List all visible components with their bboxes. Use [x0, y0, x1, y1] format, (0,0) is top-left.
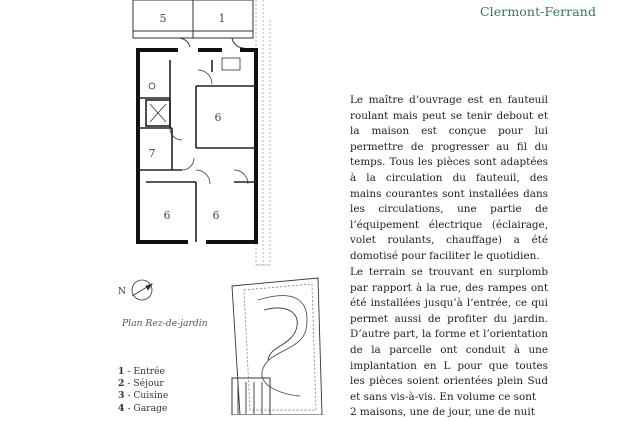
- room-number: 7: [148, 147, 156, 160]
- room-number: 6: [163, 209, 171, 222]
- room-number: 6: [212, 209, 220, 222]
- room-number: 5: [159, 12, 167, 25]
- body-paragraph-continued: 2 maisons, une de jour, une de nuit: [350, 406, 535, 418]
- legend-item: 4 - Garage: [118, 402, 168, 414]
- north-label: N: [118, 287, 126, 297]
- legend-item: 2 - Séjour: [118, 378, 164, 390]
- plan-caption: Plan Rez-de-jardin: [122, 318, 208, 329]
- plan-legend: [118, 366, 168, 415]
- compass-icon: [132, 280, 152, 300]
- body-paragraph: Le terrain se trouvant en surplomb par rapport à la rue, des rampes ont été installées jusqu’à l’entrée, ce qui permet aussi de profiter du jardin. D’autre part, la forme et l’orientation de la parcelle ont conduit à une implantation en L pour que toutes les pièces soient orientées plein Sud et sans vis-à-vis. En volume ce sont: [350, 266, 548, 403]
- room-number: 6: [214, 111, 222, 124]
- site-plan-drawing: [232, 278, 322, 415]
- body-paragraph: Le maître d’ouvrage est en fauteuil roulant mais peut se tenir debout et la maison est conçue pour lui permettre de progresser au fil du temps. Tous les pièces sont adaptées à la circulation du fauteuil, des mains courantes sont installées dans les circulations, une partie de l’équipement électrique (éclairage, volet roulants, chauffage) a été domotisé pour faciliter le quotidien.: [350, 94, 548, 262]
- page-header-city: Clermont-Ferrand: [480, 4, 597, 19]
- legend-item: 3 - Cuisine: [118, 390, 169, 402]
- room-number: 1: [218, 12, 226, 25]
- legend-item: 1 - Entrée: [118, 366, 165, 377]
